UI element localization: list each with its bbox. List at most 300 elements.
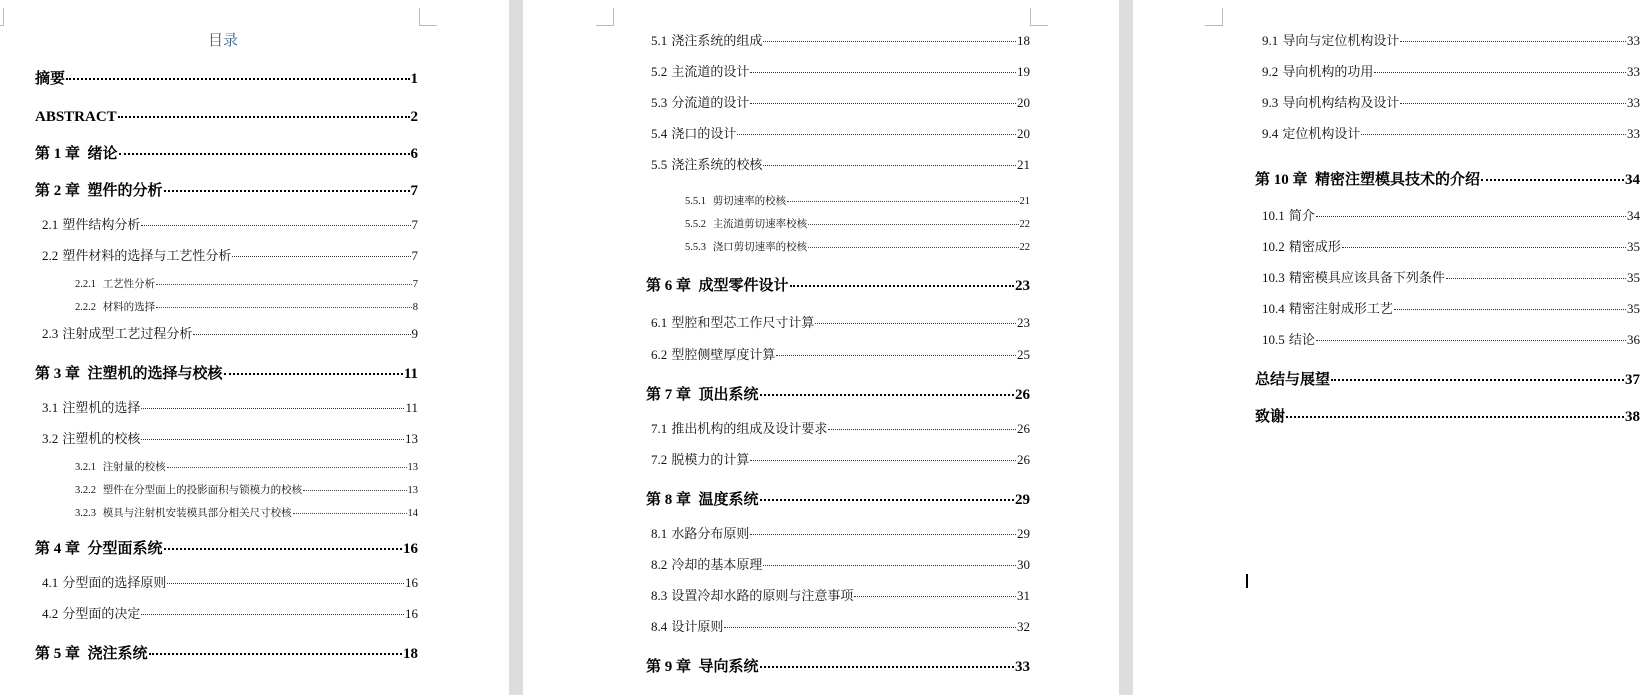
toc-entry-number: 10.2 bbox=[1262, 239, 1285, 254]
toc-entry-text: 浇注系统 bbox=[87, 646, 148, 662]
document-page-3[interactable] bbox=[1133, 0, 1640, 695]
toc-entry-link[interactable] bbox=[651, 450, 1030, 470]
toc-entry-link[interactable] bbox=[1262, 206, 1640, 226]
toc-entry-number: 4.1 bbox=[42, 575, 59, 590]
toc-page-number: 18 bbox=[403, 646, 418, 662]
toc-entry-link[interactable] bbox=[42, 573, 418, 593]
toc-entry-number: 8.4 bbox=[651, 619, 668, 634]
toc-entry-title bbox=[42, 325, 192, 344]
toc-entry-text: 注塑机的校核 bbox=[62, 432, 141, 447]
toc-entry-link[interactable] bbox=[1262, 93, 1640, 113]
toc-entry-title bbox=[1262, 32, 1399, 51]
toc-entry-link[interactable] bbox=[1262, 330, 1640, 350]
toc-entry-number: 第 9 章 bbox=[646, 659, 692, 675]
toc-entry-link[interactable] bbox=[75, 298, 418, 315]
toc-entry-link[interactable] bbox=[651, 345, 1030, 365]
toc-entry-text: 顶出系统 bbox=[698, 387, 759, 403]
toc-page-number: 36 bbox=[1627, 332, 1640, 347]
dot-leader bbox=[1286, 401, 1624, 418]
toc-entry-title bbox=[35, 539, 163, 559]
toc-entry-number: 第 8 章 bbox=[646, 492, 692, 508]
toc-entry-title bbox=[685, 217, 807, 232]
toc-entry-link[interactable] bbox=[1255, 367, 1640, 390]
text-cursor bbox=[1246, 574, 1248, 588]
toc-page-number: 33 bbox=[1627, 64, 1640, 79]
toc-entry-link[interactable] bbox=[1262, 62, 1640, 82]
toc-entry-text: 精密模具应该具备下列条件 bbox=[1288, 271, 1445, 286]
dot-leader bbox=[164, 533, 402, 550]
toc-entry-link[interactable] bbox=[646, 487, 1030, 510]
toc-entry-link[interactable] bbox=[42, 398, 418, 418]
toc-entry-title bbox=[35, 107, 117, 127]
toc-entry-title bbox=[1262, 300, 1393, 319]
toc-entry-link[interactable] bbox=[42, 324, 418, 344]
toc-entry-link[interactable] bbox=[75, 504, 418, 521]
toc-page-number: 32 bbox=[1017, 619, 1030, 634]
dot-leader bbox=[232, 243, 410, 257]
toc-title: 目录 bbox=[207, 31, 238, 49]
toc-entry-link[interactable] bbox=[651, 419, 1030, 439]
toc-entry-number: 9.4 bbox=[1262, 126, 1279, 141]
dot-leader bbox=[790, 270, 1014, 287]
toc-entry-number: 8.1 bbox=[651, 526, 668, 541]
toc-entry-text: 设计原则 bbox=[671, 620, 724, 635]
toc-entry-text: 型腔侧壁厚度计算 bbox=[671, 348, 776, 363]
toc-entry-number: 3.2 bbox=[42, 431, 59, 446]
toc-entry-number: 10.3 bbox=[1262, 270, 1285, 285]
toc-page-number: 6 bbox=[410, 146, 418, 162]
toc-entry-link[interactable] bbox=[685, 238, 1030, 255]
toc-entry-link[interactable] bbox=[651, 313, 1030, 333]
toc-entry-number: 3.1 bbox=[42, 400, 59, 415]
toc-page-number: 22 bbox=[1019, 241, 1030, 253]
toc-entry-text: 型腔和型芯工作尺寸计算 bbox=[671, 316, 815, 331]
dot-leader bbox=[141, 212, 410, 226]
toc-entry-number: 2.2.2 bbox=[75, 301, 96, 313]
toc-entry-text: 浇口的设计 bbox=[671, 127, 737, 142]
dot-leader bbox=[750, 90, 1016, 104]
toc-entry-number: 7.2 bbox=[651, 452, 668, 467]
toc-entry-link[interactable] bbox=[35, 104, 418, 127]
toc-page-number: 20 bbox=[1017, 126, 1030, 141]
toc-page-number: 7 bbox=[411, 248, 418, 263]
dot-leader bbox=[1361, 121, 1626, 135]
toc-entry-link[interactable] bbox=[646, 273, 1030, 296]
toc-entry-text: 注塑机的选择与校核 bbox=[87, 366, 223, 382]
dot-leader bbox=[763, 552, 1016, 566]
dot-leader bbox=[167, 570, 404, 584]
dot-leader bbox=[808, 213, 1018, 225]
toc-entry-number: 3.2.1 bbox=[75, 461, 96, 473]
toc-entry-link[interactable] bbox=[651, 124, 1030, 144]
toc-entry-title bbox=[685, 194, 786, 209]
toc-entry-text: 成型零件设计 bbox=[698, 278, 789, 294]
toc-entry-title bbox=[42, 247, 231, 266]
toc-entry-title bbox=[1255, 370, 1330, 390]
dot-leader bbox=[1342, 234, 1626, 248]
toc-entry-link[interactable] bbox=[35, 178, 418, 201]
toc-page-number: 33 bbox=[1627, 95, 1640, 110]
toc-entry-link[interactable] bbox=[75, 458, 418, 475]
toc-entry-title bbox=[651, 63, 749, 82]
toc-page-number: 11 bbox=[403, 366, 418, 382]
toc-entry-title bbox=[646, 385, 759, 405]
toc-entry-number: 2.1 bbox=[42, 217, 59, 232]
toc-entry-link[interactable] bbox=[35, 66, 418, 89]
toc-entry-title bbox=[75, 506, 292, 521]
toc-entry-text: 塑件材料的选择与工艺性分析 bbox=[62, 249, 232, 264]
toc-entry-text: 塑件在分型面上的投影面积与锁模力的校核 bbox=[102, 483, 303, 496]
toc-entry-text: 主流道剪切速率校核 bbox=[712, 217, 808, 230]
toc-entry-text: 绪论 bbox=[87, 146, 118, 162]
toc-entry-number: 6.2 bbox=[651, 347, 668, 362]
toc-entry-title bbox=[75, 483, 302, 498]
toc-page-number: 25 bbox=[1017, 347, 1030, 362]
toc-entry-number: 第 7 章 bbox=[646, 387, 692, 403]
toc-page-number: 1 bbox=[410, 71, 418, 87]
dot-leader bbox=[66, 63, 409, 80]
toc-page-number: 33 bbox=[1015, 659, 1030, 675]
toc-entry-title bbox=[42, 399, 140, 418]
toc-entry-text: ABSTRACT bbox=[35, 109, 117, 125]
toc-entry-link[interactable] bbox=[651, 93, 1030, 113]
toc-entry-title bbox=[651, 556, 762, 575]
toc-entry-text: 分型面系统 bbox=[87, 541, 163, 557]
toc-entry-number: 4.2 bbox=[42, 606, 59, 621]
toc-page-number: 13 bbox=[405, 431, 418, 446]
toc-entry-text: 分流道的设计 bbox=[671, 96, 750, 111]
toc-entry-title bbox=[1255, 170, 1480, 190]
dot-leader bbox=[724, 614, 1016, 628]
toc-entry-number: 第 5 章 bbox=[35, 646, 81, 662]
toc-page-number: 34 bbox=[1625, 172, 1640, 188]
toc-entry-number: 6.1 bbox=[651, 315, 668, 330]
margin-corner-mark bbox=[1030, 8, 1048, 26]
toc-entry-text: 水路分布原则 bbox=[671, 527, 750, 542]
toc-entry-link[interactable] bbox=[42, 246, 418, 266]
toc-entry-text: 浇口剪切速率的校核 bbox=[712, 240, 808, 253]
toc-entry-link[interactable] bbox=[1262, 237, 1640, 257]
dot-leader bbox=[760, 484, 1014, 501]
toc-page-number: 9 bbox=[411, 326, 418, 341]
dot-leader bbox=[750, 59, 1016, 73]
dot-leader bbox=[750, 447, 1016, 461]
dot-leader bbox=[119, 138, 410, 155]
toc-entry-link[interactable] bbox=[1255, 404, 1640, 427]
toc-page-number: 35 bbox=[1627, 301, 1640, 316]
toc-entry-text: 注射成型工艺过程分析 bbox=[62, 327, 193, 342]
toc-entry-title bbox=[42, 605, 140, 624]
toc-entry-text: 塑件的分析 bbox=[87, 183, 163, 199]
toc-entry-title bbox=[75, 277, 155, 292]
document-page-2[interactable] bbox=[523, 0, 1119, 695]
margin-corner-mark bbox=[1205, 8, 1223, 26]
toc-entry-text: 结论 bbox=[1288, 333, 1315, 348]
toc-entry-text: 冷却的基本原理 bbox=[671, 558, 763, 573]
toc-entry-number: 9.1 bbox=[1262, 33, 1279, 48]
toc-page-number: 29 bbox=[1017, 526, 1030, 541]
toc-entry-title bbox=[75, 300, 155, 315]
toc-entry-text: 致谢 bbox=[1255, 409, 1286, 425]
toc-entry-title bbox=[651, 32, 762, 51]
dot-leader bbox=[303, 479, 406, 491]
dot-leader bbox=[293, 502, 407, 514]
toc-entry-title bbox=[42, 574, 166, 593]
toc-page-number: 26 bbox=[1017, 421, 1030, 436]
toc-entry-link[interactable] bbox=[42, 604, 418, 624]
toc-entry-link[interactable] bbox=[651, 62, 1030, 82]
toc-entry-link[interactable] bbox=[1262, 299, 1640, 319]
toc-entry-link[interactable] bbox=[651, 586, 1030, 606]
dot-leader bbox=[156, 296, 412, 308]
dot-leader bbox=[808, 236, 1018, 248]
toc-page-number: 2 bbox=[410, 109, 418, 125]
toc-entry-title bbox=[35, 181, 163, 201]
toc-entry-link[interactable] bbox=[1262, 268, 1640, 288]
dot-leader bbox=[760, 379, 1014, 396]
toc-entry-text: 导向与定位机构设计 bbox=[1282, 34, 1400, 49]
toc-entry-text: 剪切速率的校核 bbox=[712, 194, 787, 207]
toc-page-number: 23 bbox=[1017, 315, 1030, 330]
dot-leader bbox=[149, 638, 402, 655]
toc-entry-link[interactable] bbox=[651, 524, 1030, 544]
toc-entry-text: 浇注系统的校核 bbox=[671, 158, 763, 173]
toc-entry-number: 5.3 bbox=[651, 95, 668, 110]
dot-leader bbox=[760, 651, 1014, 668]
toc-entry-number: 第 1 章 bbox=[35, 146, 81, 162]
toc-page-number: 33 bbox=[1627, 126, 1640, 141]
toc-entry-link[interactable] bbox=[651, 555, 1030, 575]
toc-page-number: 22 bbox=[1019, 218, 1030, 230]
toc-entry-link[interactable] bbox=[685, 192, 1030, 209]
toc-entry-text: 浇注系统的组成 bbox=[671, 34, 763, 49]
toc-entry-link[interactable] bbox=[35, 361, 418, 384]
toc-entry-link[interactable] bbox=[646, 382, 1030, 405]
toc-entry-number: 5.5.1 bbox=[685, 195, 706, 207]
dot-leader bbox=[1331, 364, 1624, 381]
toc-entry-title bbox=[646, 490, 759, 510]
toc-entry-link[interactable] bbox=[35, 141, 418, 164]
toc-entry-title bbox=[42, 430, 140, 449]
toc-entry-title bbox=[1262, 94, 1399, 113]
toc-entry-number: 第 10 章 bbox=[1255, 172, 1308, 188]
toc-entry-number: 8.3 bbox=[651, 588, 668, 603]
toc-page-number: 13 bbox=[407, 461, 418, 473]
toc-entry-link[interactable] bbox=[35, 641, 418, 664]
toc-entry-text: 模具与注射机安装模具部分相关尺寸校核 bbox=[102, 506, 292, 519]
toc-page-number: 38 bbox=[1625, 409, 1640, 425]
toc-entry-number: 5.4 bbox=[651, 126, 668, 141]
dot-leader bbox=[1400, 90, 1626, 104]
toc-entry-number: 9.2 bbox=[1262, 64, 1279, 79]
margin-corner-mark bbox=[0, 8, 4, 26]
toc-page-number: 35 bbox=[1627, 239, 1640, 254]
toc-entry-title bbox=[651, 125, 736, 144]
toc-entry-text: 塑件结构分析 bbox=[62, 218, 141, 233]
toc-page-number: 11 bbox=[405, 400, 418, 415]
toc-entry-text: 精密成形 bbox=[1288, 240, 1341, 255]
toc-entry-number: 第 4 章 bbox=[35, 541, 81, 557]
toc-entry-text: 定位机构设计 bbox=[1282, 127, 1361, 142]
toc-page-number: 35 bbox=[1627, 270, 1640, 285]
toc-entry-title bbox=[35, 69, 65, 89]
toc-entry-text: 精密注塑模具技术的介绍 bbox=[1315, 172, 1481, 188]
toc-page-number: 20 bbox=[1017, 95, 1030, 110]
dot-leader bbox=[828, 416, 1016, 430]
dot-leader bbox=[164, 175, 410, 192]
toc-entry-title bbox=[651, 451, 749, 470]
toc-entry-title bbox=[35, 644, 148, 664]
toc-entry-number: 第 6 章 bbox=[646, 278, 692, 294]
toc-page-number: 7 bbox=[412, 278, 418, 290]
dot-leader bbox=[1446, 265, 1626, 279]
toc-entry-text: 材料的选择 bbox=[102, 300, 156, 313]
toc-page-number: 7 bbox=[410, 183, 418, 199]
toc-entry-number: 5.2 bbox=[651, 64, 668, 79]
toc-entry-text: 导向系统 bbox=[698, 659, 759, 675]
toc-entry-number: 10.1 bbox=[1262, 208, 1285, 223]
toc-page-number: 26 bbox=[1017, 452, 1030, 467]
toc-entry-title bbox=[646, 276, 789, 296]
dot-leader bbox=[141, 395, 404, 409]
toc-entry-title bbox=[651, 346, 775, 365]
toc-entry-link[interactable] bbox=[1255, 167, 1640, 190]
toc-entry-title bbox=[1262, 207, 1315, 226]
toc-entry-title bbox=[651, 156, 762, 175]
toc-entry-text: 主流道的设计 bbox=[671, 65, 750, 80]
toc-entry-link[interactable] bbox=[35, 536, 418, 559]
toc-entry-text: 导向机构的功用 bbox=[1282, 65, 1374, 80]
toc-entry-text: 导向机构结构及设计 bbox=[1282, 96, 1400, 111]
toc-entry-link[interactable] bbox=[1262, 124, 1640, 144]
toc-entry-text: 脱模力的计算 bbox=[671, 453, 750, 468]
dot-leader bbox=[1394, 296, 1626, 310]
toc-page-number: 16 bbox=[403, 541, 418, 557]
toc-entry-text: 推出机构的组成及设计要求 bbox=[671, 422, 828, 437]
dot-leader bbox=[1481, 164, 1624, 181]
toc-page-number: 18 bbox=[1017, 33, 1030, 48]
toc-page-number: 16 bbox=[405, 606, 418, 621]
document-page-1[interactable] bbox=[0, 0, 509, 695]
dot-leader bbox=[737, 121, 1016, 135]
toc-entry-number: 8.2 bbox=[651, 557, 668, 572]
toc-page-number: 8 bbox=[412, 301, 418, 313]
toc-entry-title bbox=[1255, 407, 1285, 427]
dot-leader bbox=[776, 342, 1016, 356]
toc-entry-number: 第 2 章 bbox=[35, 183, 81, 199]
dot-leader bbox=[118, 101, 410, 118]
toc-page-number: 31 bbox=[1017, 588, 1030, 603]
toc-entry-title bbox=[651, 587, 853, 606]
toc-entry-link[interactable] bbox=[42, 429, 418, 449]
margin-corner-mark bbox=[596, 8, 614, 26]
toc-entry-title bbox=[1262, 331, 1315, 350]
dot-leader bbox=[750, 521, 1016, 535]
toc-entry-link[interactable] bbox=[1262, 31, 1640, 51]
dot-leader bbox=[1400, 28, 1626, 42]
toc-entry-text: 精密注射成形工艺 bbox=[1288, 302, 1393, 317]
toc-page-number: 30 bbox=[1017, 557, 1030, 572]
toc-entry-text: 工艺性分析 bbox=[102, 277, 156, 290]
toc-entry-text: 摘要 bbox=[35, 71, 66, 87]
dot-leader bbox=[854, 583, 1016, 597]
toc-entry-title bbox=[35, 364, 223, 384]
margin-corner-mark bbox=[419, 8, 437, 26]
toc-entry-text: 简介 bbox=[1288, 209, 1315, 224]
toc-entry-number: 9.3 bbox=[1262, 95, 1279, 110]
toc-entry-title bbox=[1262, 63, 1373, 82]
toc-page-number: 14 bbox=[407, 507, 418, 519]
dot-leader bbox=[1316, 327, 1626, 341]
toc-entry-text: 分型面的选择原则 bbox=[62, 576, 167, 591]
toc-page-number: 26 bbox=[1015, 387, 1030, 403]
toc-entry-title bbox=[35, 144, 118, 164]
toc-entry-title bbox=[651, 420, 827, 439]
toc-entry-title bbox=[651, 525, 749, 544]
toc-page-number: 23 bbox=[1015, 278, 1030, 294]
toc-entry-title bbox=[1262, 125, 1360, 144]
toc-entry-number: 2.3 bbox=[42, 326, 59, 341]
toc-entry-number: 10.4 bbox=[1262, 301, 1285, 316]
toc-page-number: 34 bbox=[1627, 208, 1640, 223]
toc-entry-number: 5.5.2 bbox=[685, 218, 706, 230]
toc-entry-number: 3.2.3 bbox=[75, 507, 96, 519]
dot-leader bbox=[193, 321, 410, 335]
toc-entry-title bbox=[685, 240, 807, 255]
toc-entry-text: 分型面的决定 bbox=[62, 607, 141, 622]
toc-entry-number: 5.5.3 bbox=[685, 241, 706, 253]
toc-page-number: 16 bbox=[405, 575, 418, 590]
toc-entry-title bbox=[42, 216, 140, 235]
toc-page-number: 29 bbox=[1015, 492, 1030, 508]
toc-entry-link[interactable] bbox=[685, 215, 1030, 232]
toc-entry-title bbox=[651, 618, 723, 637]
toc-entry-title bbox=[646, 657, 759, 677]
dot-leader bbox=[1374, 59, 1626, 73]
toc-entry-text: 温度系统 bbox=[698, 492, 759, 508]
toc-page-number: 7 bbox=[411, 217, 418, 232]
toc-entry-title bbox=[651, 314, 814, 333]
toc-page-number: 21 bbox=[1019, 195, 1030, 207]
toc-page-number: 13 bbox=[407, 484, 418, 496]
toc-entry-title bbox=[75, 460, 166, 475]
toc-entry-number: 5.5 bbox=[651, 157, 668, 172]
toc-entry-text: 注塑机的选择 bbox=[62, 401, 141, 416]
toc-entry-link[interactable] bbox=[42, 215, 418, 235]
toc-entry-link[interactable] bbox=[651, 617, 1030, 637]
toc-entry-text: 注射量的校核 bbox=[102, 460, 166, 473]
toc-entry-link[interactable] bbox=[75, 481, 418, 498]
toc-page-number: 21 bbox=[1017, 157, 1030, 172]
toc-entry-link[interactable] bbox=[651, 155, 1030, 175]
toc-entry-number: 2.2.1 bbox=[75, 278, 96, 290]
toc-page-number: 33 bbox=[1627, 33, 1640, 48]
dot-leader bbox=[167, 456, 407, 468]
dot-leader bbox=[141, 601, 404, 615]
toc-entry-link[interactable] bbox=[651, 31, 1030, 51]
toc-entry-number: 2.2 bbox=[42, 248, 59, 263]
toc-entry-number: 5.1 bbox=[651, 33, 668, 48]
dot-leader bbox=[763, 152, 1016, 166]
toc-entry-link[interactable] bbox=[646, 654, 1030, 677]
toc-page-number: 19 bbox=[1017, 64, 1030, 79]
toc-entry-number: 7.1 bbox=[651, 421, 668, 436]
toc-entry-title bbox=[1262, 269, 1445, 288]
toc-entry-text: 设置冷却水路的原则与注意事项 bbox=[671, 589, 854, 604]
dot-leader bbox=[141, 426, 404, 440]
toc-entry-link[interactable] bbox=[75, 275, 418, 292]
toc-entry-number: 3.2.2 bbox=[75, 484, 96, 496]
